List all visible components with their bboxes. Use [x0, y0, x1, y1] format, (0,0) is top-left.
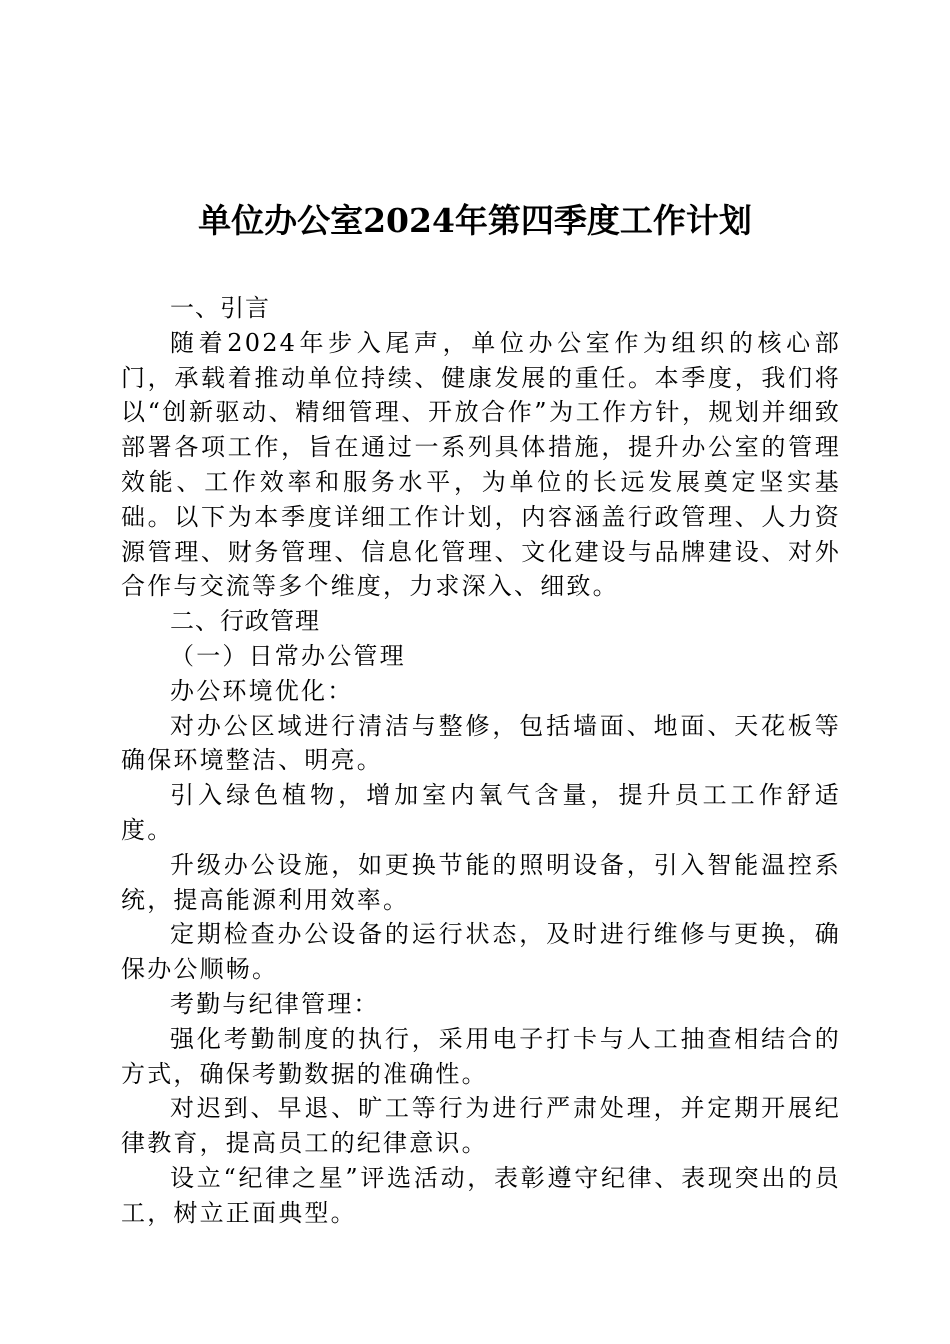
paragraph-discipline: 对迟到、早退、旷工等行为进行严肃处理，并定期开展纪律教育，提高员工的纪律意识。 [121, 1094, 841, 1158]
paragraph-environment-label: 办公环境优化： [170, 676, 354, 705]
paragraph-discipline-star: 设立“纪律之星”评选活动，表彰遵守纪律、表现突出的员工，树立正面典型。 [121, 1163, 841, 1227]
paragraph-equipment-check: 定期检查办公设备的运行状态，及时进行维修与更换，确保办公顺畅。 [121, 920, 841, 984]
paragraph-cleaning: 对办公区域进行清洁与整修，包括墙面、地面、天花板等确保环境整洁、明亮。 [121, 711, 841, 775]
paragraph-attendance-label: 考勤与纪律管理： [170, 989, 380, 1018]
paragraph-attendance-system: 强化考勤制度的执行，采用电子打卡与人工抽查相结合的方式，确保考勤数据的准确性。 [121, 1024, 841, 1088]
subsection-heading-daily-office: （一）日常办公管理 [170, 641, 406, 670]
paragraph-facilities: 升级办公设施，如更换节能的照明设备，引入智能温控系统，提高能源利用效率。 [121, 850, 841, 914]
paragraph-plants: 引入绿色植物，增加室内氧气含量，提升员工工作舒适度。 [121, 781, 841, 844]
section-heading-administration: 二、行政管理 [170, 607, 320, 636]
section-heading-introduction: 一、引言 [170, 294, 270, 322]
document-body [121, 291, 841, 1231]
document-title: 单位办公室2024年第四季度工作计划 [198, 201, 752, 240]
paragraph-introduction: 随着2024年步入尾声，单位办公室作为组织的核心部门，承载着推动单位持续、健康发展的重任。本季度，我们将以“创新驱动、精细管理、开放合作”为工作方针，规划并细致部署各项工作，旨在通过一系列具体措施，提升办公室的管理效能、工作效率和服务水平，为单位的长远发展奠定坚实基础。以下为本季度详细工作计划，内容涵盖行政管理、人力资源管理、财务管理、信息化管理、文化建设与品牌建设、对外合作与交流等多个维度，力求深入、细致。 [121, 328, 841, 601]
